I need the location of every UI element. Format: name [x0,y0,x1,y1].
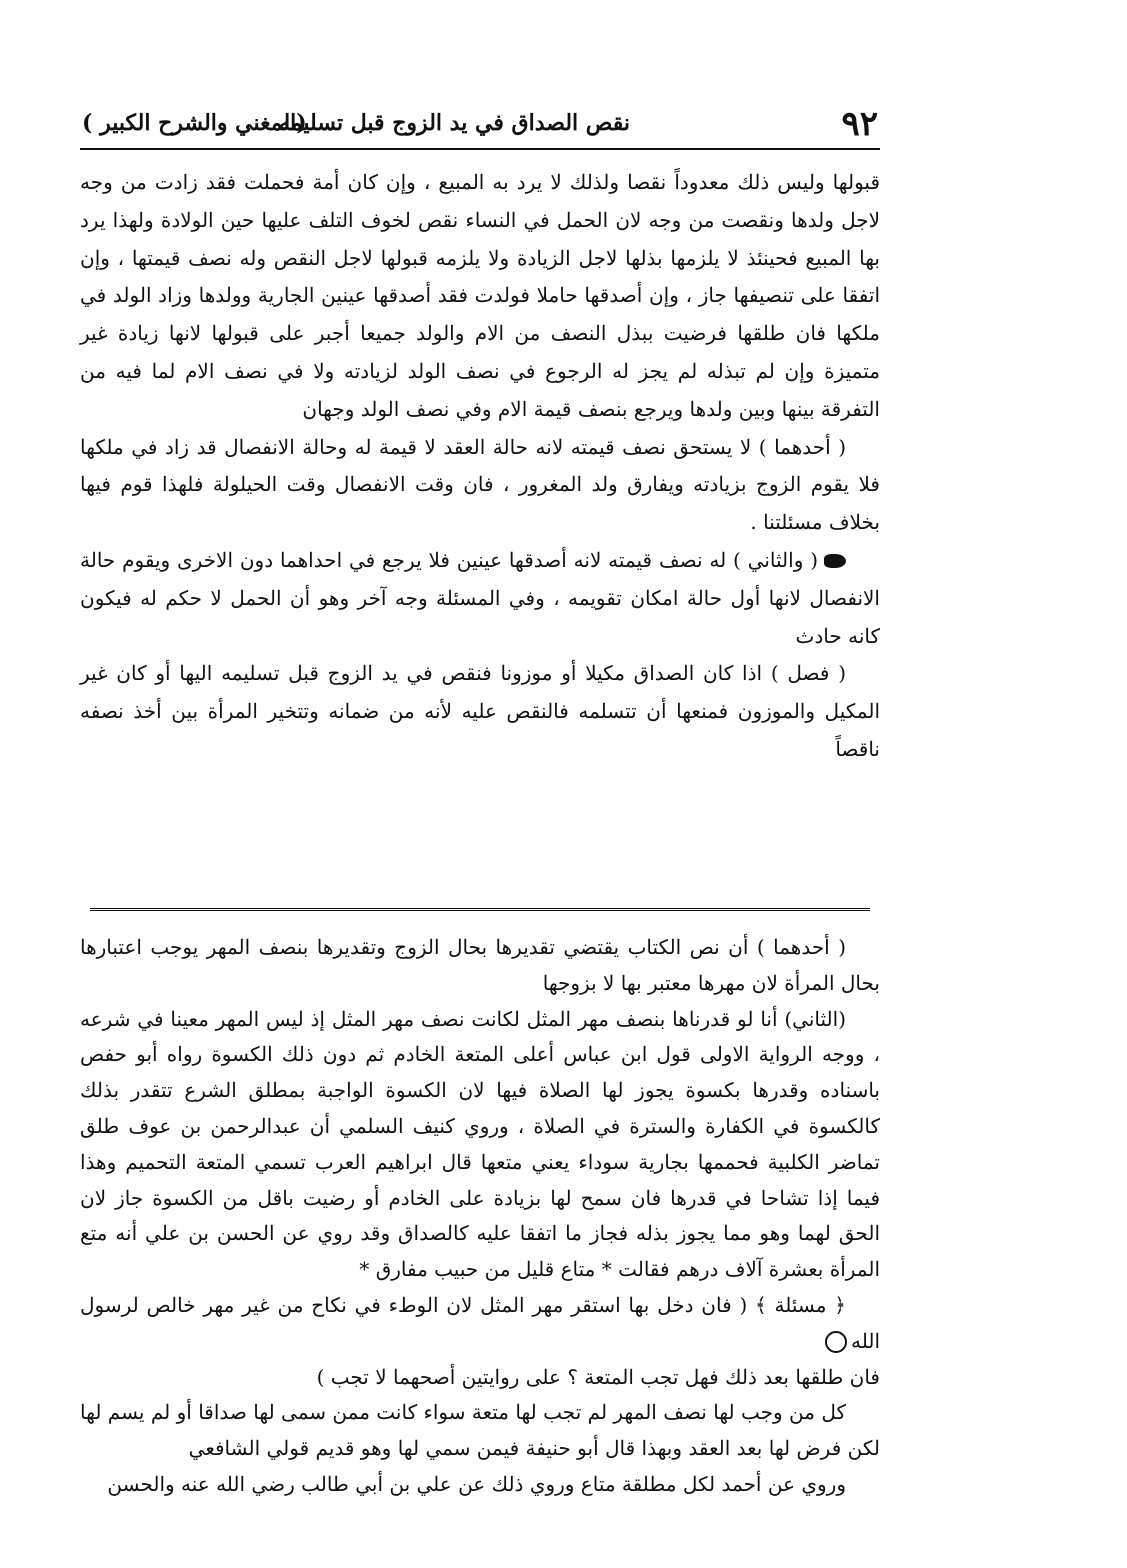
page-header [80,100,880,150]
running-title: نقص الصداق في يد الزوج قبل تسليمه [278,110,630,136]
commentary-paragraph-1: ( أحدهما ) أن نص الكتاب يقتضي تقديرها بحال الزوج وتقديرها بنصف المهر يوجب اعتبارها بحال المرأة لان مهرها معتبر بها لا بزوجها [80,935,880,995]
commentary-paragraph-4: فان طلقها بعد ذلك فهل تجب المتعة ؟ على روايتين أصحهما لا تجب ) [316,1364,880,1389]
main-paragraph-1: قبولها وليس ذلك معدوداً نقصا ولذلك لا يرد به المبيع ، وإن كان أمة فحملت فقد زادت من وجه لاجل ولدها ونقصت من وجه لان الحمل في النساء نقص لخوف التلف عليها حين الولادة ولهذا يرد بها المبيع فحينئذ لا يلزمها بذلها لاجل الزيادة ولا يلزمه قبولها لاجل النقص وله نصف قيمتها ، وإن اتفقا على تنصيفها جاز ، وإن أصدقها حاملا فولدت فقد أصدقها عينين الجارية وولدها وزاد الولد في ملكها فان طلقها فرضيت ببذل النصف من الام والولد جميعا أجبر على قبولها لانها زيادة غير متميزة وإن لم تبذله لم يجز له الرجوع في نصف الولد لزيادته ولا في نصف الام لما فيه من التفرقة بينها وبين ولدها ويرجع بنصف قيمة الام وفي نصف الولد وجهان [80,170,880,421]
main-paragraph-4: ( فصل ) اذا كان الصداق مكيلا أو موزونا فنقص في يد الزوج قبل تسليمه اليها أو كان غير المكيل والموزون فمنعها أن تتسلمه فالنقص عليه لأنه من ضمانه وتتخير المرأة بين أخذ نصفه ناقصاً [80,661,880,761]
salawat-seal-icon [825,1331,847,1353]
main-text [80,164,880,769]
main-paragraph-2: ( أحدهما ) لا يستحق نصف قيمته لانه حالة العقد لا قيمة له وحالة الانفصال قد زاد في ملكها فلا يقوم الزوج بزيادته ويفارق ولد المغرور ، فان وقت الانفصال وقت الحيلولة فلهذا قوم فيها بخلاف مسئلتنا . [80,434,880,535]
commentary-paragraph-2: (الثاني) أنا لو قدرناها بنصف مهر المثل لكانت نصف مهر المثل إذ ليس المهر معينا في شرعه ، ووجه الرواية الاولى قول ابن عباس أعلى المتعة الخادم ثم دون ذلك الكسوة رواه أبو حفص باسناده وقدرها بكسوة يجوز لها الصلاة فيها لان الكسوة الواجبة بمطلق الشرع تتقدر بذلك كالكسوة في الكفارة والسترة في الصلاة ، وروي كنيف السلمي أن عبدالرحمن بن عوف طلق تماضر الكلبية فحممها بجارية سوداء يعني متعها قال ابراهيم العرب تسمي المتعة التحميم وهذا فيما إذا تشاحا في قدرها فان سمح لها بزيادة على الخادم أو رضيت باقل من الكسوة جاز لان الحق لهما وهو مما يجوز بذله فجاز ما اتفقا عليه كالصداق وقد روي عن الحسن بن علي أنه متع المرأة بعشرة آلاف درهم فقالت * متاع قليل من حبيب مفارق * [80,1006,880,1282]
pointing-hand-icon [824,554,846,568]
commentary-paragraph-6: وروي عن أحمد لكل مطلقة متاع وروي ذلك عن علي بن أبي طالب رضي الله عنه والحسن [107,1471,846,1496]
commentary-text [80,930,880,1503]
commentary-paragraph-3 [80,1288,880,1360]
main-paragraph-3-text: ( والثاني ) له نصف قيمته لانه أصدقها عينين فلا يرجع في احداهما دون الاخرى ويقوم حالة الانفصال لانها أول حالة امكان تقويمه ، وفي المسئلة وجه آخر وهو أن الحمل لا حكم له فيكون كانه حادث [80,547,880,648]
section-divider [90,908,870,913]
page-number: ٩٢ [841,104,878,144]
document-page [80,100,880,1540]
commentary-paragraph-3-text: ﴿ مسئلة ﴾ ( فان دخل بها استقر مهر المثل لان الوطء في نكاح من غير مهر خالص لرسول الله [80,1292,880,1353]
commentary-paragraph-5: كل من وجب لها نصف المهر لم تجب لها متعة سواء كانت ممن سمى لها صداقا أو لم يسم لها لكن فرض لها بعد العقد وبهذا قال أبو حنيفة فيمن سمي لها وهو قديم قولي الشافعي [80,1400,880,1461]
book-title: (المغني والشرح الكبير ) [82,110,307,136]
main-paragraph-3 [80,542,880,655]
